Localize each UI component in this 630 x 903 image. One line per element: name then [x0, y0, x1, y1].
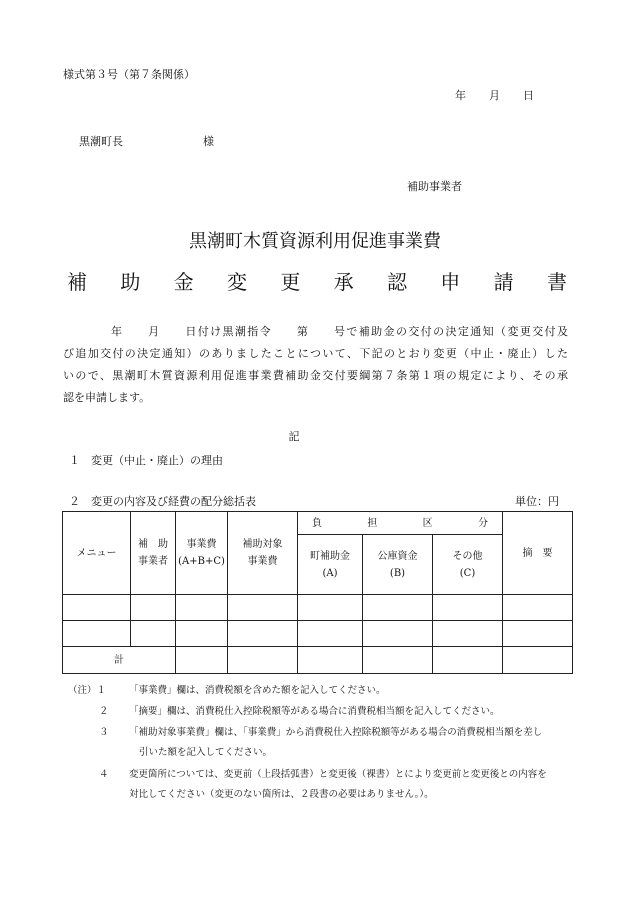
date-month: 月 — [489, 89, 500, 102]
table-total-row — [63, 647, 573, 674]
item-1-heading: １ 変更（中止・廃止）の理由 — [69, 454, 223, 467]
table-row — [63, 595, 573, 621]
date-day: 日 — [523, 89, 534, 102]
title-char: 承 — [333, 270, 354, 294]
header-other: その他 (C) — [433, 535, 503, 595]
cell[interactable] — [298, 595, 363, 621]
addressee: 黒潮町長 — [79, 135, 123, 148]
table-row — [63, 621, 573, 647]
cell[interactable] — [433, 595, 503, 621]
title-char: 申 — [440, 270, 461, 294]
body-line: いので、黒潮町木質資源利用促進事業費補助金交付要綱第７条第１項の規定により、その承 — [63, 369, 568, 382]
note-4a: 変更箇所については、変更前（上段括弧書）と変更後（裸書）とにより変更前と変更後との内容を — [129, 769, 547, 780]
applicant-label: 補助事業者 — [407, 180, 462, 193]
note-4b: 対比してください（変更のない箇所は、２段書の必要はありません。）。 — [129, 789, 434, 800]
header-town-subsidy: 町補助金 (A) — [298, 535, 363, 595]
note-3a: 「補助対象事業費」欄は、「事業費」から消費税仕入控除税額等がある場合の消費税相当額を差し — [129, 727, 543, 738]
title-char: 更 — [280, 270, 301, 294]
cell[interactable] — [433, 621, 503, 647]
note-num: ２ — [99, 706, 109, 717]
document-title-line1: 黒潮町木質資源利用促進事業費 — [189, 231, 441, 252]
cell[interactable] — [63, 621, 131, 647]
ki-heading: 記 — [288, 430, 300, 443]
title-char: 助 — [120, 270, 141, 294]
cell[interactable] — [176, 621, 228, 647]
header-taisho: 補助対象 事業費 — [228, 512, 298, 595]
body-line: 年 月 日付け黒潮指令 第 号で補助金の交付の決定通知（変更交付及 — [111, 325, 568, 338]
cell[interactable] — [228, 621, 298, 647]
note-1: 「事業費」欄は、消費税額を含めた額を記入してください。 — [129, 685, 386, 696]
addressee-suffix: 様 — [203, 135, 214, 148]
date-year: 年 — [455, 89, 466, 102]
cell[interactable] — [228, 595, 298, 621]
cell[interactable] — [363, 595, 433, 621]
note-2: 「摘要」欄は、消費税仕入控除税額等がある場合に消費税相当額を記入してください。 — [129, 706, 500, 717]
cell[interactable] — [503, 595, 573, 621]
note-num: ４ — [99, 769, 109, 780]
title-char: 書 — [546, 270, 567, 294]
form-number: 様式第３号（第７条関係） — [63, 68, 195, 81]
cell[interactable] — [433, 647, 503, 674]
header-jigyohi: 事業費 (A+B+C) — [176, 512, 228, 595]
title-char: 金 — [173, 270, 194, 294]
unit-label: 単位：円 — [515, 495, 559, 508]
body-line: 認を申請します。 — [63, 391, 151, 404]
note-num: ３ — [99, 727, 109, 738]
title-char: 請 — [493, 270, 514, 294]
cell[interactable] — [228, 647, 298, 674]
body-line: び追加交付の決定通知）のありましたことについて、下記のとおり変更（中止・廃止）した — [63, 347, 568, 360]
cell[interactable] — [298, 647, 363, 674]
date-line — [455, 87, 534, 103]
note-3b: 引いた額を記入してください。 — [139, 747, 273, 758]
header-public-fund: 公庫資金 (B) — [363, 535, 433, 595]
budget-table — [62, 511, 573, 674]
cell[interactable] — [176, 595, 228, 621]
title-char: 補 — [67, 270, 87, 294]
title-char: 認 — [386, 270, 407, 294]
cell[interactable] — [363, 621, 433, 647]
cell[interactable] — [63, 595, 131, 621]
header-burden: 負 担 区 分 — [298, 512, 503, 535]
title-char: 変 — [226, 270, 247, 294]
cell[interactable] — [503, 647, 573, 674]
header-menu: メニュー — [63, 512, 131, 595]
header-jigyosha: 補 助 事業者 — [131, 512, 176, 595]
cell[interactable] — [131, 595, 176, 621]
cell[interactable] — [298, 621, 363, 647]
cell[interactable] — [176, 647, 228, 674]
note-prefix: （注）１ — [68, 685, 107, 696]
document-title-line2 — [67, 266, 567, 295]
cell[interactable] — [131, 621, 176, 647]
body-text — [63, 321, 568, 409]
header-remarks: 摘 要 — [503, 512, 573, 595]
item-2-heading: ２ 変更の内容及び経費の配分総括表 — [69, 495, 256, 508]
cell[interactable] — [503, 621, 573, 647]
cell[interactable] — [363, 647, 433, 674]
total-label: 計 — [63, 647, 176, 674]
